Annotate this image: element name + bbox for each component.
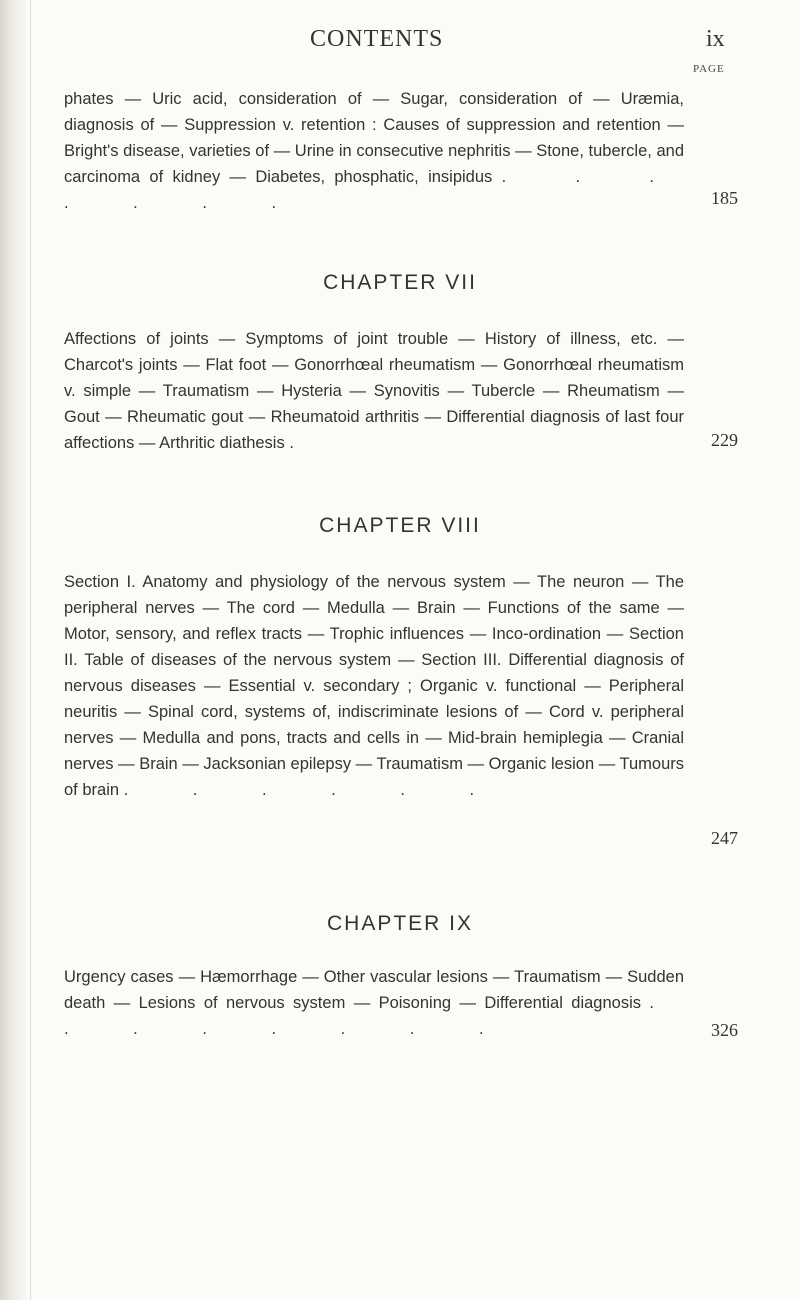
- toc-page-number: 247: [711, 828, 738, 848]
- toc-page-number: 229: [711, 430, 738, 450]
- toc-entry-text: Section I. Anatomy and physiology of the nervous system — The neuron — The peripheral nerves — The cord — Medulla — Brain — Functions of the same — Motor, sensory, and reflex tracts — Trophic influences — Inco-ordination — Section II. Table of diseases of the nervous system — Section III. Differential diagnosis of nervous diseases — Essential v. secondary ; Organic v. functional — Peripheral neuritis — Spinal cord, systems of, indiscriminate lesions of — Cord v. peripheral nerves — Medulla and pons, tracts and cells in — Mid-brain hemiplegia — Cranial nerves — Brain — Jacksonian epilepsy — Traumatism — Organic lesion — Tumours of brain: [64, 573, 684, 799]
- toc-entry-text: phates — Uric acid, consideration of — Sugar, consideration of — Uræmia, diagnosis of — Suppression v. retention : Causes of suppression and retention — Bright's disease, varieties of — Urine in consecutive nephritis — Stone, tubercle, and carcinoma of kidney — Diabetes, phosphatic, insipidus: [64, 90, 684, 186]
- gutter-rule: [30, 0, 31, 1300]
- page-column-label: PAGE: [693, 63, 725, 75]
- running-head: [0, 26, 800, 60]
- toc-entry: [64, 964, 684, 1042]
- chapter-heading: CHAPTER VII: [323, 271, 477, 294]
- toc-page-number: 185: [711, 188, 738, 208]
- toc-entry: [64, 326, 684, 456]
- toc-entry: [64, 569, 684, 803]
- dot-leader: . . . . . . .: [64, 168, 684, 212]
- book-gutter-shadow: [0, 0, 26, 1300]
- chapter-heading: CHAPTER IX: [326, 912, 474, 935]
- running-head-title: CONTENTS: [310, 26, 444, 52]
- toc-entry-continued: [64, 86, 684, 216]
- toc-entry-text: Urgency cases — Hæmorrhage — Other vascular lesions — Traumatism — Sudden death — Lesions of nervous system — Poisoning — Differential diagnosis: [64, 968, 684, 1012]
- toc-entry-text: Affections of joints — Symptoms of joint trouble — History of illness, etc. — Charcot's joints — Flat foot — Gonorrhœal rheumatism — Gonorrhœal rheumatism v. simple — Traumatism — Hysteria — Synovitis — Tubercle — Rheumatism — Gout — Rheumatic gout — Rheumatoid arthritis — Differential diagnosis of last four affections — Arthritic diathesis: [64, 330, 684, 452]
- chapter-heading: CHAPTER VIII: [319, 514, 481, 537]
- toc-page-number: 326: [711, 1020, 738, 1040]
- page-folio: ix: [706, 26, 725, 52]
- dot-leader: . . . . . . . .: [64, 994, 684, 1038]
- dot-leader: .: [289, 434, 324, 452]
- dot-leader: . . . . . .: [123, 781, 505, 799]
